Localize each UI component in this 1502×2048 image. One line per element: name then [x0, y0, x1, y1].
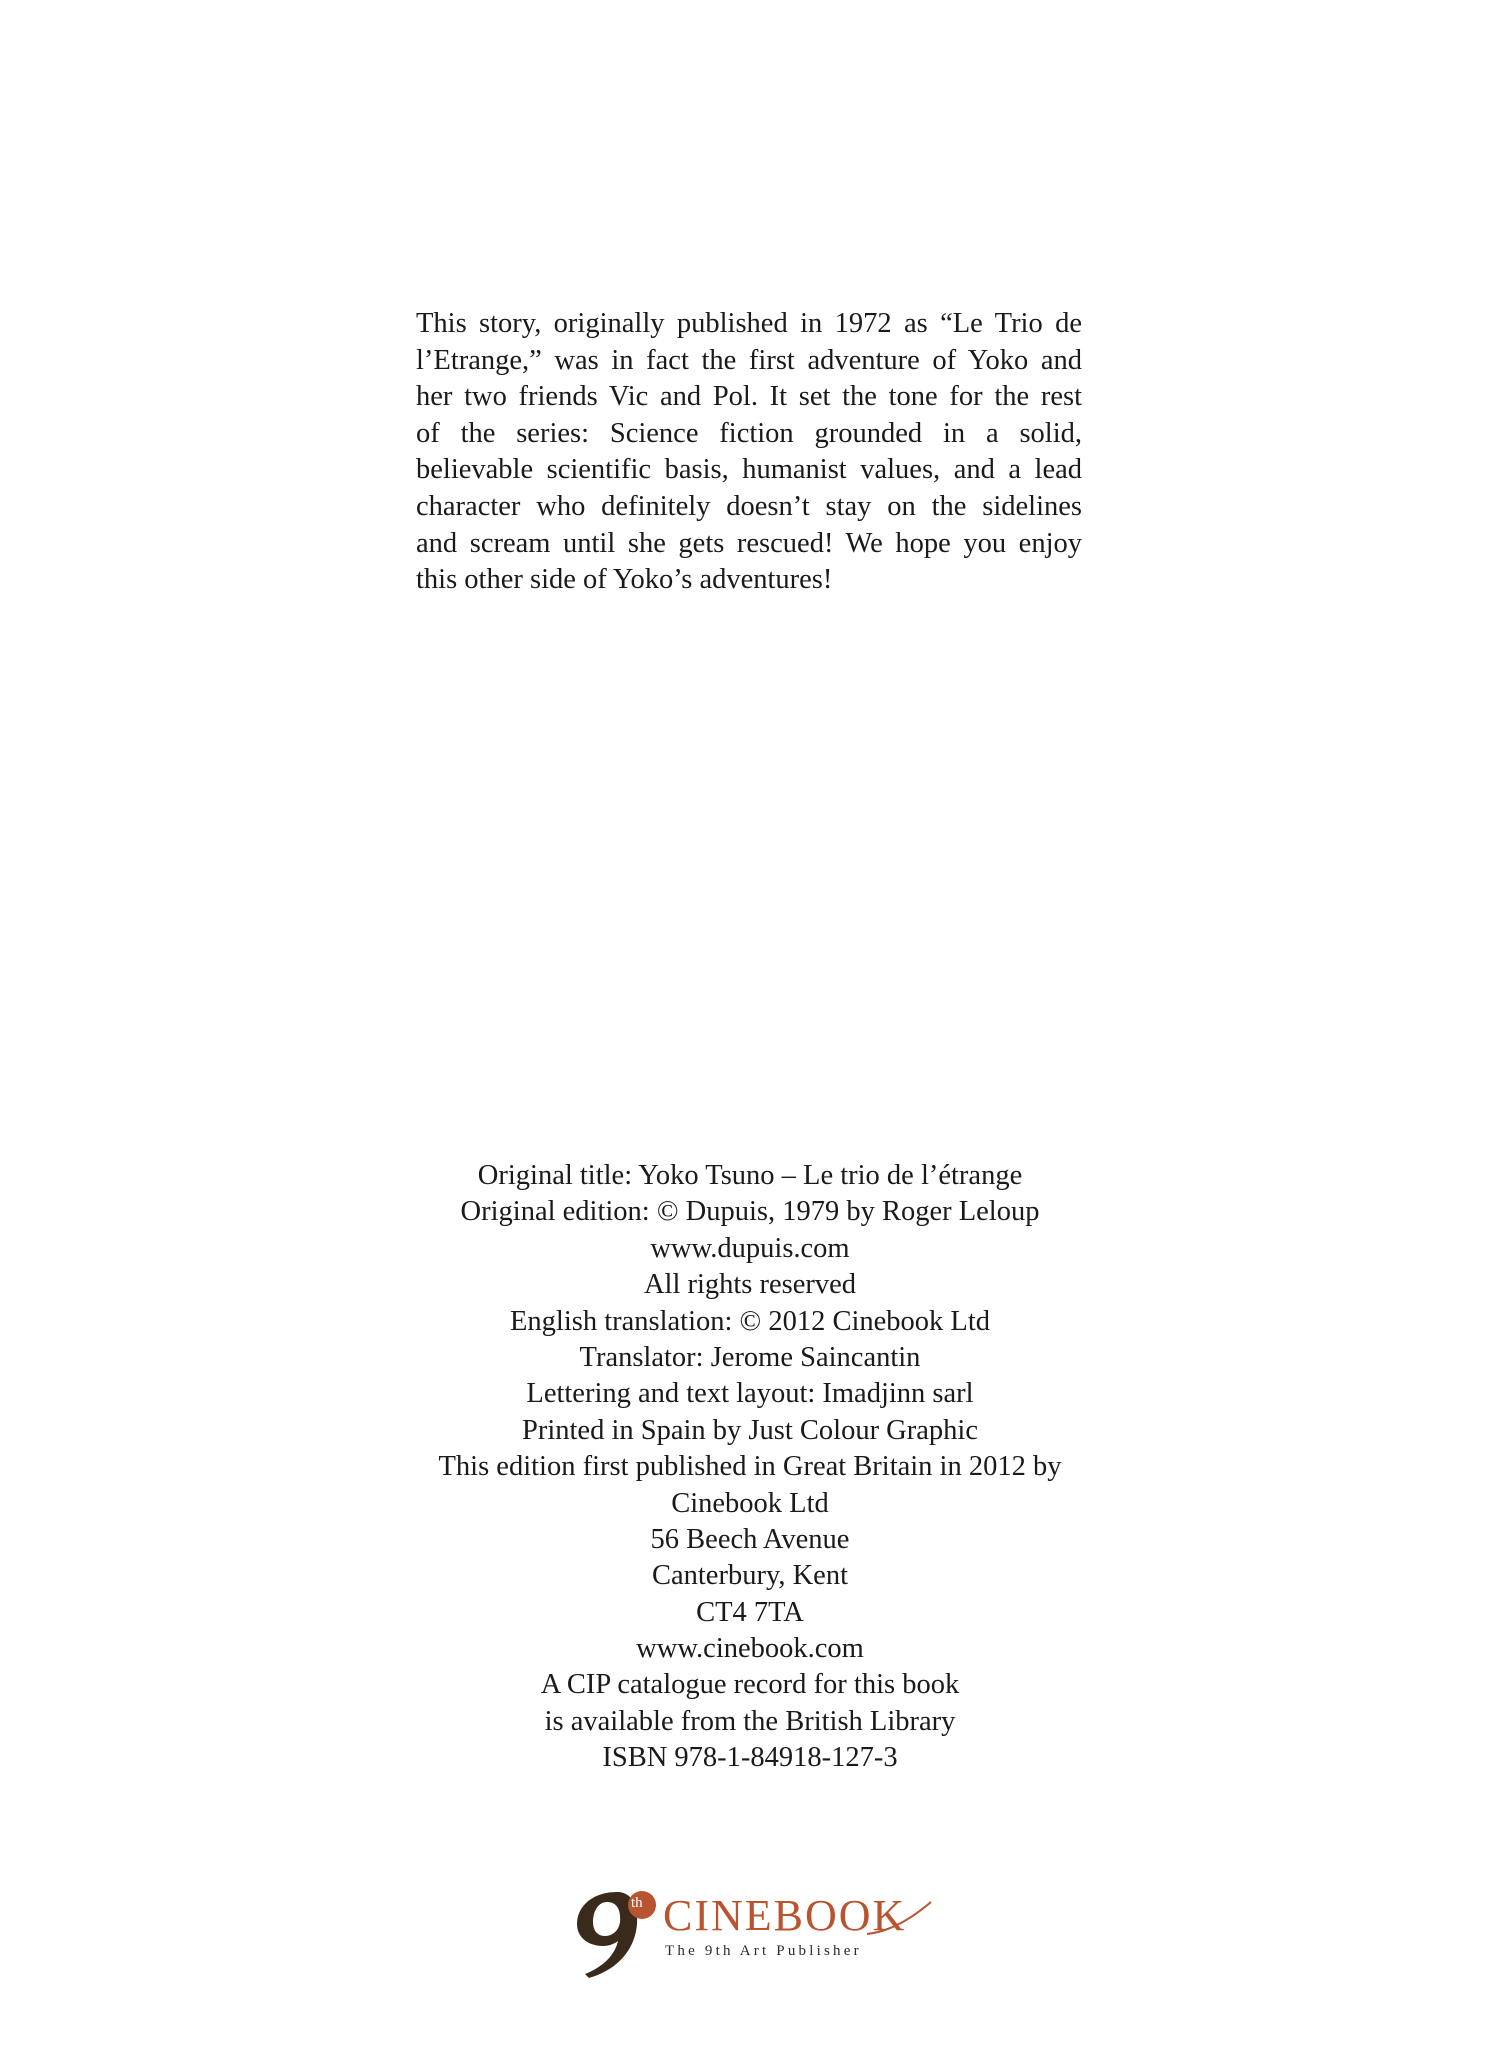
emblem-ordinal: th	[631, 1895, 643, 1911]
credit-first-published: This edition first published in Great Britain in 2012 by	[438, 1451, 1062, 1483]
credit-british-library: is available from the British Library	[544, 1705, 956, 1737]
credit-english-translation: English translation: © 2012 Cinebook Ltd	[510, 1305, 990, 1337]
intro-line: of the series: Science fiction grounded in a solid,	[416, 417, 1082, 449]
credit-cip-record: A CIP catalogue record for this book	[540, 1669, 960, 1701]
intro-line: this other side of Yoko’s adventures!	[416, 564, 833, 596]
credit-address-street: 56 Beech Avenue	[650, 1523, 850, 1555]
credits-block	[350, 1158, 1150, 1777]
intro-line: l’Etrange,” was in fact the first adventure of Yoko and	[416, 344, 1082, 376]
credit-original-edition: Original edition: © Dupuis, 1979 by Roger Leloup	[460, 1196, 1040, 1228]
intro-line: her two friends Vic and Pol. It set the tone for the rest	[416, 381, 1082, 413]
credit-printer: Printed in Spain by Just Colour Graphic	[522, 1414, 978, 1446]
cinebook-logo	[565, 1888, 945, 1978]
credit-rights: All rights reserved	[643, 1269, 857, 1301]
credit-dupuis-url: www.dupuis.com	[650, 1232, 850, 1264]
intro-line: This story, originally published in 1972 as “Le Trio de	[416, 308, 1082, 339]
credit-publisher-name: Cinebook Ltd	[671, 1487, 829, 1519]
wordmark-swash	[865, 1898, 935, 1938]
intro-paragraph	[416, 306, 1082, 599]
credit-translator: Translator: Jerome Saincantin	[579, 1341, 921, 1373]
intro-line: and scream until she gets rescued! We hope you enjoy	[416, 527, 1082, 559]
credit-address-city: Canterbury, Kent	[651, 1560, 848, 1592]
intro-line: character who definitely doesn’t stay on the sidelines	[416, 490, 1082, 522]
cinebook-9th-emblem-icon	[565, 1888, 665, 1978]
credit-original-title: Original title: Yoko Tsuno – Le trio de l’étrange	[477, 1160, 1023, 1191]
credit-cinebook-url: www.cinebook.com	[636, 1633, 864, 1665]
publisher-wordmark: CINEBOOK	[663, 1891, 907, 1940]
credit-isbn: ISBN 978-1-84918-127-3	[602, 1742, 898, 1774]
credit-address-postcode: CT4 7TA	[696, 1596, 804, 1628]
credit-lettering: Lettering and text layout: Imadjinn sarl	[526, 1378, 974, 1410]
intro-line: believable scientific basis, humanist values, and a lead	[416, 454, 1082, 486]
publisher-tagline: The 9th Art Publisher	[665, 1943, 862, 1959]
